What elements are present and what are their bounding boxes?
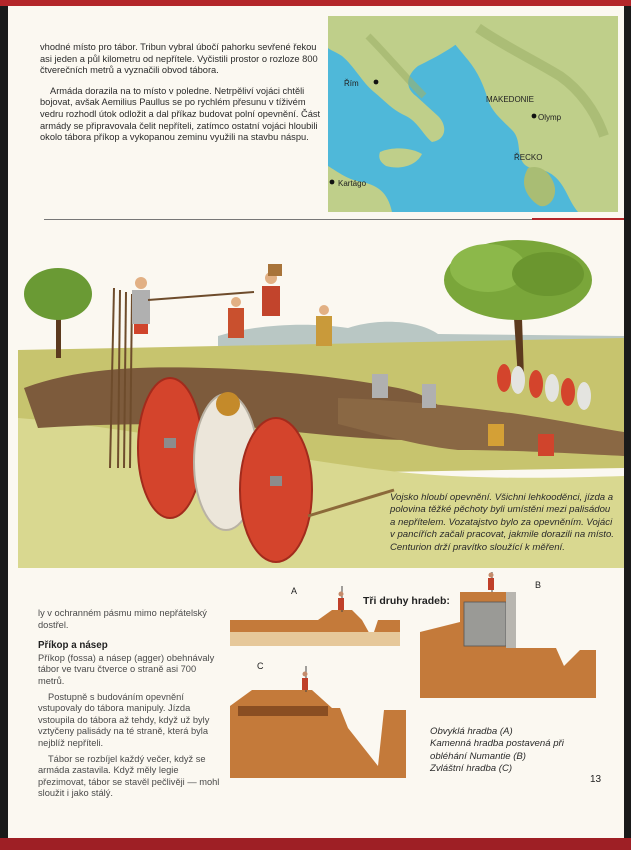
label-makedonie: MAKEDONIE [486,95,535,104]
caption-line-a: Obvyklá hradba (A) [430,726,513,737]
caption-line-b2: obléhání Numantie (B) [430,750,526,762]
page-number: 13 [590,774,602,785]
diagram-c-special-rampart [230,666,406,778]
intro-paragraph-1: vhodné místo pro tábor. Tribun vybral úbočí pahorku sevřené řekou asi jeden a půl kilometru od nepřítele. Vyčistili prostor o rozloze 800 čtverečních metrů a vyznačili obvod tábora. [40,42,318,76]
label-rim: Řím [344,79,359,88]
diagram-b-stone-rampart [420,572,596,698]
intro-paragraph-2: Armáda dorazila na to místo v poledne. Netrpěliví vojáci chtěli bojovat, avšak Aemilius Paullus se po rychlém přesunu v tíživém vedru rozhodl útok odložit a dal příkaz budovat polní opevnění. Část armády se připravovala čelit nepříteli, zatímco ostatní vojáci hloubili okolo tábora příkop a vykopanou zeminu využili na stavbu náspu. [40,85,321,143]
label-kartago: Kartágo [338,179,367,188]
label-olymp: Olymp [538,113,562,122]
rampart-diagrams [8,6,624,838]
diagrams-caption [430,726,620,776]
diagrams-title: Tři druhy hradeb: [363,595,450,607]
diagram-a-usual-rampart [230,586,400,646]
lower-paragraph-3: Tábor se rozbíjel každý večer, když se armáda zastavila. Když měly legie přezimovat, tábor se stavěl pečlivěji — mohl sloužit i jako stálý. [38,753,220,799]
caption-line-c: Zvláštní hradba (C) [430,763,513,775]
book-page [8,6,624,838]
caption-line-b1: Kamenná hradba postavená při [430,738,564,750]
lower-paragraph-2: Postupně s budováním opevnění vstupovaly do tábora manipuly. Jízda vstoupila do tábora až tehdy, když už byly vztyčeny palisády na té straně, která byla nejblíž nepříteli. [38,691,210,748]
continuation-paragraph: ly v ochranném pásmu mimo nepřátelský dostřel. [38,608,207,630]
diagram-letter-c: C [257,661,264,671]
lower-paragraph-1: Příkop (fossa) a násep (agger) obehnávaly tábor ve tvaru čtverce o straně asi 700 metrů. [38,652,215,686]
bottom-red-border [0,838,631,850]
diagram-letter-b: B [535,580,542,590]
diagram-letter-a: A [291,586,298,596]
section-heading: Příkop a násep [38,640,108,652]
scene-caption: Vojsko hloubí opevnění. Všichni lehkooděnci, jízda a polovina těžké pěchoty byli umístěni mezi palisádou a nepřítelem. Vozatajstvo bylo za opevněním. Vojáci v pancířích začali pracovat, jakmile dorazili na místo. Centurion drží pravítko sloužící k měření. [390,492,614,553]
label-recko: ŘECKO [514,153,543,162]
